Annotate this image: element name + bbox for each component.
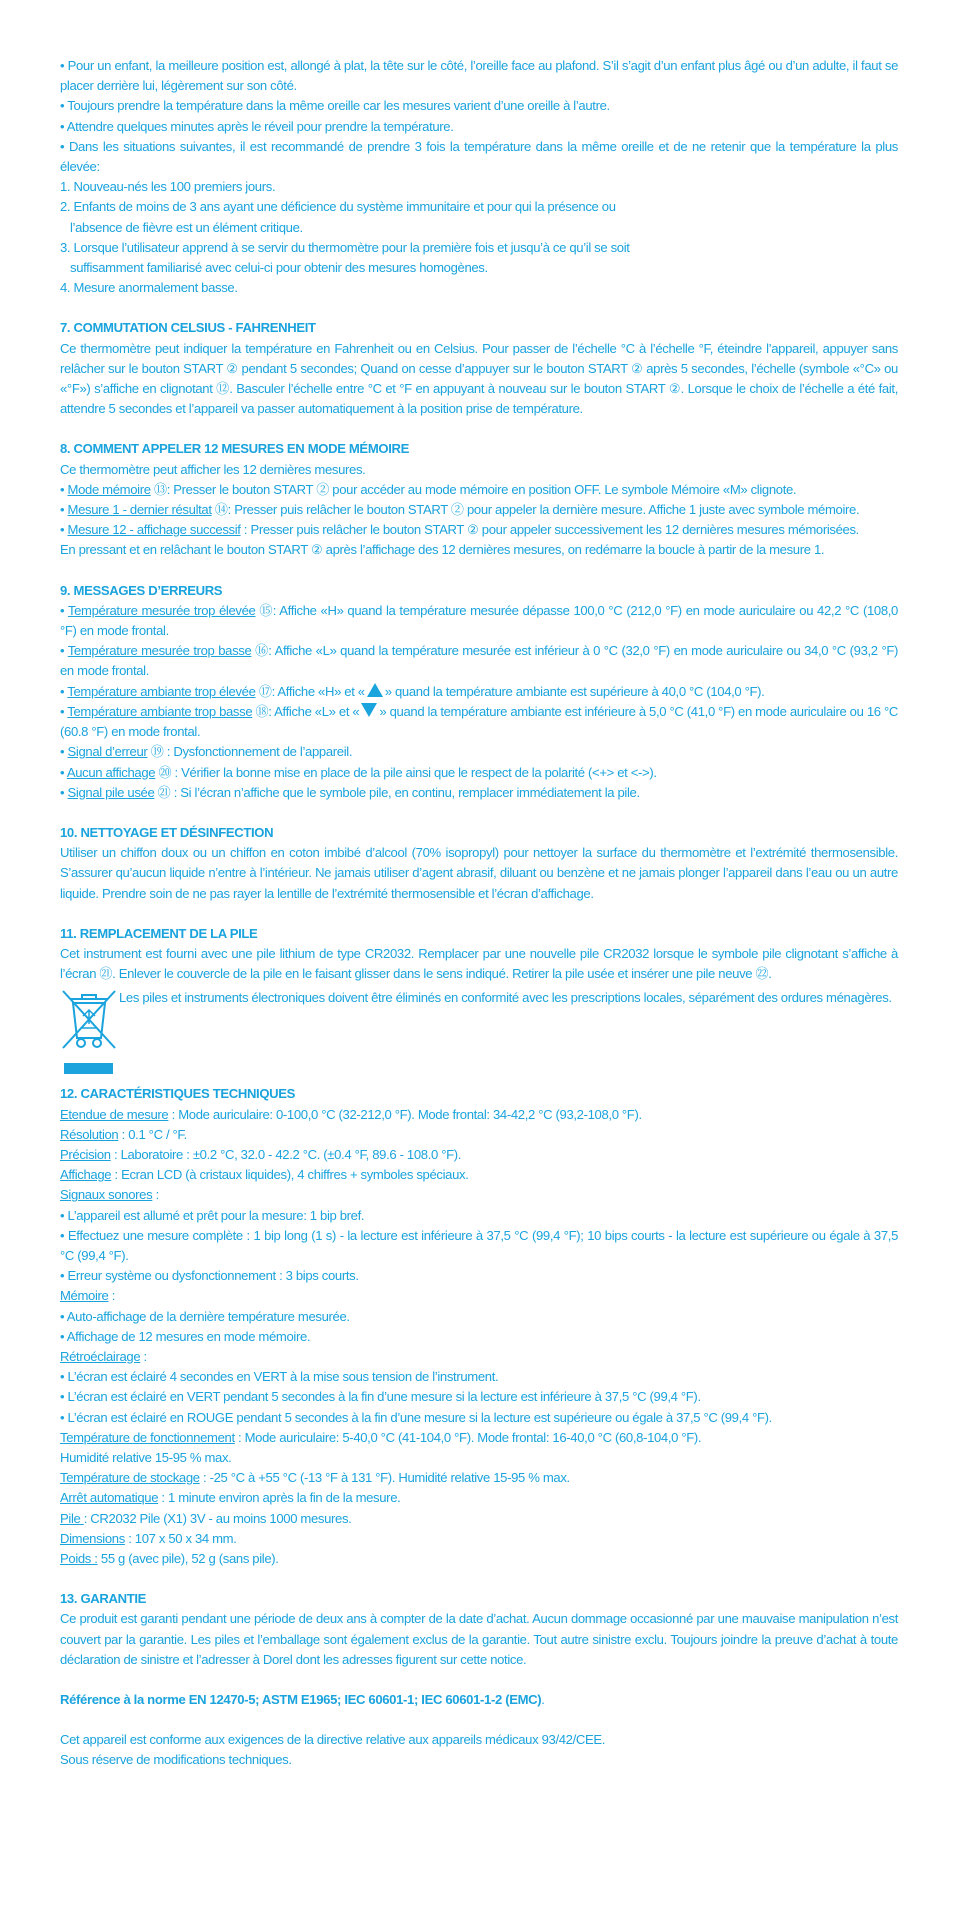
weee-text: Les piles et instruments électroniques doivent être éliminés en conformité avec les prescriptions locales, séparément des ordures ménagères. [119,990,892,1006]
spec-label: Température de fonctionnement [60,1429,235,1445]
spec-line [60,1165,898,1185]
spec-bullet: • L’écran est éclairé en ROUGE pendant 5 secondes à la fin d’une mesure si la lecture est supérieure ou égale à 37,5 °C (99,4 °F). [60,1409,772,1425]
section-title: 8. COMMENT APPELER 12 MESURES EN MODE MÉMOIRE [60,441,409,457]
term-text: ⑲ : Dysfonctionnement de l’appareil. [147,744,353,760]
bullet-item: • Température mesurée trop élevée ⑮: Affiche «H» quand la température mesurée dépasse 100,0 °C (212,0 °F) en mode auriculaire ou 42,2 °C (108,0 °F) en mode frontal. [60,602,898,639]
term-text: ⑭: Presser puis relâcher le bouton START ② pour appeler la dernière mesure. Affiche 1 juste avec symbole mémoire. [211,502,860,518]
term-label: Mesure 12 - affichage successif [67,522,241,538]
term-text: ⑬: Presser le bouton START ② pour accéder au mode mémoire en position OFF. Le symbole Mémoire «M» clignote. [150,481,797,497]
spec-line [60,1549,898,1569]
intro-bullet: • Attendre quelques minutes après le réveil pour prendre la température. [60,118,454,134]
section-body: Ce produit est garanti pendant une période de deux ans à compter de la date d’achat. Aucun dommage occasionné par une mauvaise manipulation n’est couvert par la garantie. Les piles et l’emballage sont également exclus de la garantie. Tout autre sinistre exclu. Toujours joindre la preuve d’achat à toute déclaration de sinistre et l’adresser à Dorel dont les adresses figurent sur cette notice. [60,1611,898,1667]
spec-label: Rétroéclairage [60,1348,141,1364]
spec-label: Mémoire [60,1288,109,1304]
spec-line: Humidité relative 15-95 % max. [60,1449,232,1465]
term-text: ⑮: Affiche «H» quand la température mesurée dépasse 100,0 °C (212,0 °F) en mode auriculaire ou 42,2 °C (108,0 °F) en mode frontal. [60,602,898,639]
spec-line [60,1529,898,1549]
numbered-item: 2. Enfants de moins de 3 ans ayant une déficience du système immunitaire et pour qui la présence ou [60,199,616,215]
spec-label: Arrêt automatique [60,1490,159,1506]
spec-value: : [152,1187,159,1203]
term-label: Signal pile usée [67,784,155,800]
spec-label: Etendue de mesure [60,1106,169,1122]
term-label: Aucun affichage [66,764,156,780]
bullet-item: • Mode mémoire ⑬: Presser le bouton START ② pour accéder au mode mémoire en position OFF. Le symbole Mémoire «M» clignote. [60,481,797,497]
term-label: Mesure 1 - dernier résultat [67,502,212,518]
numbered-item: 4. Mesure anormalement basse. [60,280,238,296]
term-text: : Presser puis relâcher le bouton START ② pour appeler successivement les 12 dernières mesures mémorisées. [240,522,859,538]
spec-value: : 0.1 °C / °F. [118,1126,187,1142]
bullet-item: • Signal pile usée ㉑ : Si l’écran n’affiche que le symbole pile, en continu, remplacer immédiatement la pile. [60,784,640,800]
section-body: Ce thermomètre peut indiquer la température en Fahrenheit ou en Celsius. Pour passer de l’échelle °C à l’échelle °F, éteindre l’appareil, appuyer sans relâcher sur le bouton START ② pendant 5 secondes; Quand on cesse d’appuyer sur le bouton START ② après 5 secondes, l’échelle (symbole «°C» ou «°F») s’affiche en clignotant ⑫. Basculer l’échelle entre °C et °F en appuyant à nouveau sur le bouton START ②. Lorsque le choix de l’échelle a été fait, attendre 5 secondes et l’appareil va passer automatiquement à la position prise de température. [60,340,898,417]
spec-line [60,1468,898,1488]
spec-label: Signaux sonores [60,1187,153,1203]
term-text: » quand la température ambiante est supérieure à 40,0 °C (104,0 °F). [384,683,765,699]
weee-notice [60,988,898,1078]
spec-bullet: • L’appareil est allumé et prêt pour la mesure: 1 bip bref. [60,1207,365,1223]
section-body: Cet instrument est fourni avec une pile lithium de type CR2032. Remplacer par une nouvelle pile CR2032 lorsque le symbole pile clignotant s’affiche à l’écran ㉑. Enlever le couvercle de la pile en le faisant glisser dans le sens indiqué. Retirer la pile usée et insérer une pile neuve ㉒. [60,945,898,982]
numbered-item: 3. Lorsque l’utilisateur apprend à se servir du thermomètre pour la première fois et jusqu’à ce qu’il se soit [60,239,630,255]
spec-value: : -25 °C à +55 °C (-13 °F à 131 °F). Humidité relative 15-95 % max. [199,1470,570,1486]
spec-label: Précision [60,1146,111,1162]
triangle-up-icon [367,683,383,697]
section-title: 10. NETTOYAGE ET DÉSINFECTION [60,824,274,840]
section-intro: Ce thermomètre peut afficher les 12 dernières mesures. [60,461,366,477]
spec-value: : 1 minute environ après la fin de la mesure. [158,1490,401,1506]
bullet-item: • Température ambiante trop élevée ⑰: Affiche «H» et « » quand la température ambiante est supérieure à 40,0 °C (104,0 °F). [60,683,765,699]
norm-text: Référence à la norme EN 12470-5; ASTM E1965; IEC 60601-1; IEC 60601-1-2 (EMC) [60,1692,542,1708]
term-label: Signal d’erreur [67,744,148,760]
term-text: » quand la température ambiante est inférieure à 5,0 °C (41,0 °F) en mode auriculaire ou 16 °C (60.8 °F) en mode frontal. [60,703,898,740]
spec-label: Dimensions [60,1530,125,1546]
numbered-item-continuation: suffisamment familiarisé avec celui-ci pour obtenir des mesures homogènes. [70,260,488,276]
term-label: Température mesurée trop basse [67,643,252,659]
spec-line [60,1185,898,1205]
spec-value: 55 g (avec pile), 52 g (sans pile). [97,1551,279,1566]
spec-value: : Laboratoire : ±0.2 °C, 32.0 - 42.2 °C. (±0.4 °F, 89.6 - 108.0 °F). [110,1146,462,1162]
conformity-line: Sous réserve de modifications techniques. [60,1752,292,1768]
spec-bullet: • Erreur système ou dysfonctionnement : 3 bips courts. [60,1268,359,1284]
spec-bullet: • Effectuez une mesure complète : 1 bip long (1 s) - la lecture est inférieure à 37,5 °C (99,4 °F); 10 bips courts - la lecture est supérieure ou égale à 37,5 °C (99,4 °F). [60,1227,898,1263]
spec-bullet: • L’écran est éclairé 4 secondes en VERT à la mise sous tension de l’instrument. [60,1369,499,1385]
section-title: 12. CARACTÉRISTIQUES TECHNIQUES [60,1086,296,1102]
spec-line [60,1347,898,1367]
spec-line [60,1286,898,1306]
bullet-item: • Température ambiante trop basse ⑱: Affiche «L» et « » quand la température ambiante est inférieure à 5,0 °C (41,0 °F) en mode auriculaire ou 16 °C (60.8 °F) en mode frontal. [60,703,898,740]
spec-line [60,1488,898,1508]
term-label: Température ambiante trop élevée [67,683,256,699]
spec-line [60,1509,898,1529]
spec-label: Température de stockage [60,1470,200,1486]
document [60,56,898,1771]
term-text: ⑰: Affiche «H» et « [255,683,365,699]
spec-label: Poids : [60,1551,98,1566]
intro-bullet: • Toujours prendre la température dans la même oreille car les mesures varient d’une oreille à l’autre. [60,98,610,114]
spec-line [60,1428,898,1448]
term-text: ⑳ : Vérifier la bonne mise en place de la pile ainsi que le respect de la polarité (<+> et <->). [155,764,657,780]
norm-dot: . [541,1692,545,1708]
norm-reference [60,1690,898,1710]
spec-value: : [140,1348,147,1364]
bullet-item: • Aucun affichage ⑳ : Vérifier la bonne mise en place de la pile ainsi que le respect de la polarité (<+> et <->). [60,764,657,780]
numbered-item-continuation: l’absence de fièvre est un élément critique. [70,219,303,235]
term-label: Mode mémoire [67,481,151,497]
bullet-item: • Température mesurée trop basse ⑯: Affiche «L» quand la température mesurée est inférieur à 0 °C (32,0 °F) en mode auriculaire ou 34,0 °C (93,2 °F) en mode frontal. [60,643,898,679]
section-body: En pressant et en relâchant le bouton START ② après l’affichage des 12 dernières mesures, on redémarre la boucle à partir de la mesure 1. [60,542,825,558]
spec-line [60,1105,898,1125]
section-title: 9. MESSAGES D’ERREURS [60,582,223,598]
bullet-item: • Mesure 12 - affichage successif : Presser puis relâcher le bouton START ② pour appeler successivement les 12 dernières mesures mémorisées. [60,522,859,538]
bullet-item: • Signal d’erreur ⑲ : Dysfonctionnement de l’appareil. [60,744,353,760]
triangle-down-icon [361,703,377,717]
section-title: 13. GARANTIE [60,1591,147,1607]
spec-value: : [108,1288,116,1304]
term-label: Température mesurée trop élevée [67,602,256,618]
bullet-item: • Mesure 1 - dernier résultat ⑭: Presser puis relâcher le bouton START ② pour appeler la dernière mesure. Affiche 1 juste avec symbole mémoire. [60,502,860,518]
term-text: ㉑ : Si l’écran n’affiche que le symbole pile, en continu, remplacer immédiatement la pile. [154,784,640,800]
spec-value: : CR2032 Pile (X1) 3V - au moins 1000 mesures. [83,1510,352,1526]
spec-label: Résolution [60,1126,119,1142]
spec-line [60,1145,898,1165]
term-text: ⑯: Affiche «L» quand la température mesurée est inférieur à 0 °C (32,0 °F) en mode auriculaire ou 34,0 °C (93,2 °F) en mode frontal. [60,643,898,679]
term-label: Température ambiante trop basse [67,703,253,719]
spec-value: : Mode auriculaire: 5-40,0 °C (41-104,0 °F). Mode frontal: 16-40,0 °C (60,8-104,0 °F). [234,1429,702,1445]
spec-value: : 107 x 50 x 34 mm. [124,1530,237,1546]
section-title: 7. COMMUTATION CELSIUS - FAHRENHEIT [60,320,316,336]
spec-label: Affichage [60,1167,112,1183]
term-text: ⑱: Affiche «L» et « [252,703,360,719]
spec-bullet: • L’écran est éclairé en VERT pendant 5 secondes à la fin d’une mesure si la lecture est inférieure à 37,5 °C (99,4 °F). [60,1389,701,1405]
intro-bullet: • Pour un enfant, la meilleure position est, allongé à plat, la tête sur le côté, l’oreille face au plafond. S’il s’agit d’un enfant plus âgé ou d’un adulte, il faut se placer derrière lui, légèrement sur son côté. [60,58,898,94]
section-title: 11. REMPLACEMENT DE LA PILE [60,925,258,941]
section-body: Utiliser un chiffon doux ou un chiffon en coton imbibé d’alcool (70% isopropyl) pour nettoyer la surface du thermomètre et l’extrémité thermosensible. S’assurer qu’aucun liquide n’entre à l’intérieur. Ne jamais utiliser d’agent abrasif, diluant ou benzène et ne jamais plonger l’appareil dans l’eau ou un autre liquide. Prendre soin de ne pas rayer la lentille de l’extrémité thermosensible et l’écran d’affichage. [60,845,898,901]
crossed-out-wheelie-bin-icon [60,988,118,1078]
numbered-item: 1. Nouveau-nés les 100 premiers jours. [60,179,276,195]
spec-value: : Mode auriculaire: 0-100,0 °C (32-212,0 °F). Mode frontal: 34-42,2 °C (93,2-108,0 °F). [168,1106,642,1122]
spec-label: Pile [60,1510,84,1526]
spec-value: : Ecran LCD (à cristaux liquides), 4 chiffres + symboles spéciaux. [111,1167,469,1183]
conformity-line: Cet appareil est conforme aux exigences de la directive relative aux appareils médicaux 93/42/CEE. [60,1732,606,1748]
spec-bullet: • Affichage de 12 mesures en mode mémoire. [60,1328,311,1344]
spec-bullet: • Auto-affichage de la dernière température mesurée. [60,1308,350,1324]
intro-bullet: • Dans les situations suivantes, il est recommandé de prendre 3 fois la température dans la même oreille et de ne retenir que la température la plus élevée: [60,138,898,175]
spec-line [60,1125,898,1145]
